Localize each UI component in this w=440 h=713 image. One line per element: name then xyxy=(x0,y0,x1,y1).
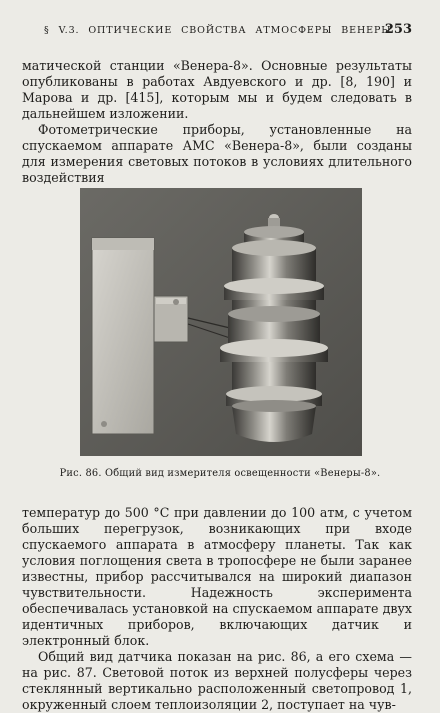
paragraph: Фотометрические приборы, установленные на спускаемом аппарате АМС «Венера-8», были созданы для измерения световых потоков в условиях длительного воздействия xyxy=(22,122,412,185)
running-head: § V.3. ОПТИЧЕСКИЕ СВОЙСТВА АТМОСФЕРЫ ВЕНЕРЫ xyxy=(44,25,392,36)
page-header xyxy=(22,22,412,40)
figure-photo xyxy=(80,188,362,456)
text-block-top xyxy=(22,58,412,186)
paragraph: матической станции «Венера-8». Основные результаты опубликованы в работах Авдуевского и др. [8, 190] и Марова и др. [415], которым мы и будем следовать в дальнейшем изложении. xyxy=(22,58,412,121)
page-number: 253 xyxy=(384,22,412,37)
paragraph: температур до 500 °С при давлении до 100 атм, с учетом больших перегрузок, возникающих при входе спускаемого аппарата в атмосферу планеты. Так как условия поглощения света в тропосфере не были заранее известны, прибор рассчитывался на широкий диапазон чувствительности. Надежность эксперимента обеспечивалась установкой на спускаемом аппарате двух идентичных приборов, включающих датчик и электронный блок. xyxy=(22,505,412,648)
device-photo xyxy=(80,188,362,456)
paragraph: Общий вид датчика показан на рис. 86, а его схема — на рис. 87. Световой поток из верхней полусферы через стеклянный вертикально расположенный светопровод 1, окруженный слоем теплоизоляции 2, поступает на чув- xyxy=(22,649,412,712)
text-block-bottom xyxy=(22,505,412,713)
figure-caption: Рис. 86. Общий вид измерителя освещенности «Венеры-8». xyxy=(59,468,381,479)
sensor-unit xyxy=(220,214,328,442)
